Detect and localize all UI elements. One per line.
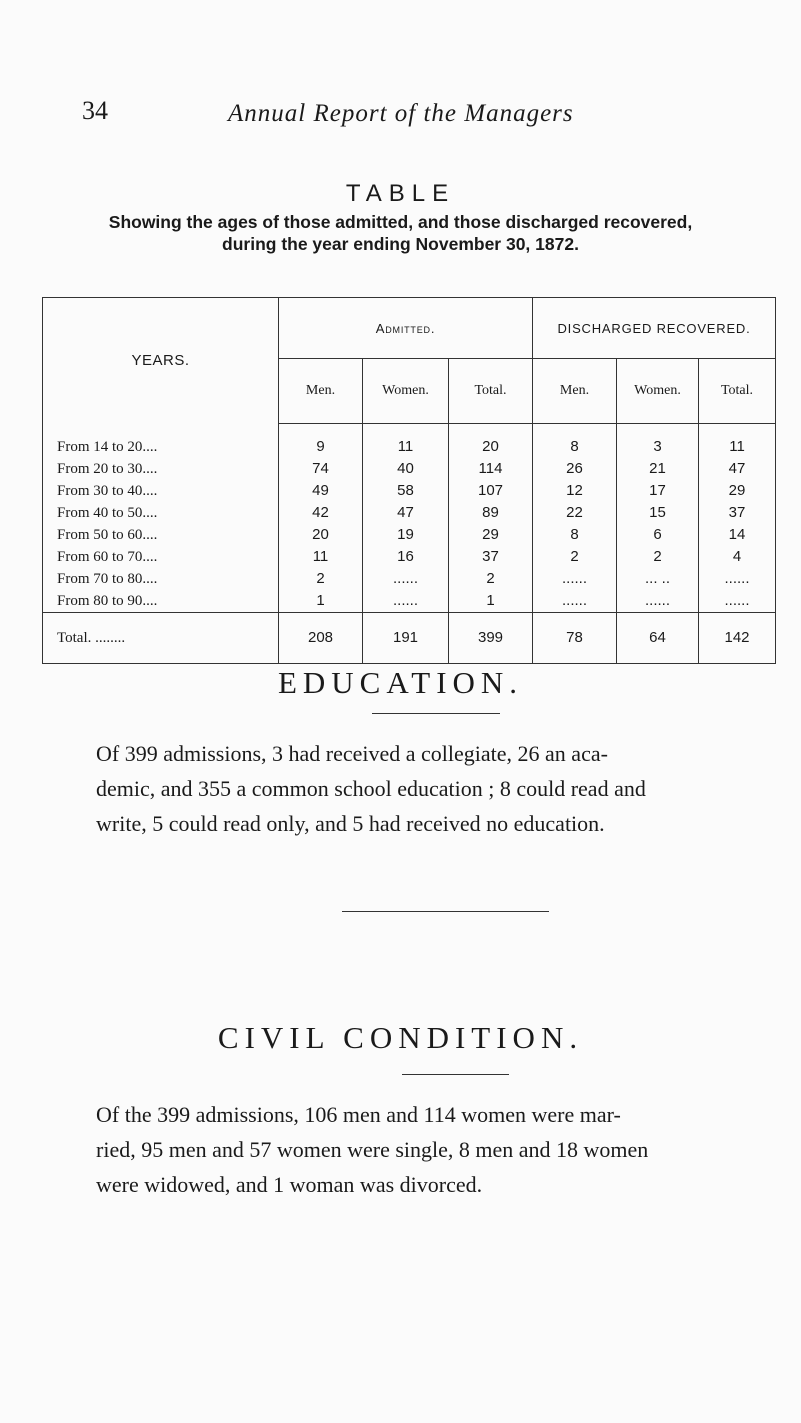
- table-cell: 9: [279, 424, 363, 459]
- table-cell: ......: [699, 590, 776, 613]
- years-header: YEARS.: [43, 298, 279, 424]
- table-cell: 11: [699, 424, 776, 459]
- table-cell: 16: [363, 546, 449, 568]
- table-cell: ... ..: [617, 568, 699, 590]
- table-cell: 15: [617, 502, 699, 524]
- table-row: [43, 480, 776, 502]
- table-row: [43, 424, 776, 459]
- civil-condition-title: CIVIL CONDITION.: [217, 1020, 584, 1055]
- admitted-header: Admitted.: [279, 298, 533, 359]
- table-row: [43, 568, 776, 590]
- table-cell: 37: [449, 546, 533, 568]
- table-cell: 58: [363, 480, 449, 502]
- table-row: [43, 524, 776, 546]
- table-row: [43, 590, 776, 613]
- table-caption-line-1: Showing the ages of those admitted, and those discharged recovered,: [108, 212, 693, 232]
- table-cell: 11: [363, 424, 449, 459]
- admitted-women-header: Women.: [363, 359, 449, 424]
- ages-table: [42, 297, 776, 664]
- table-cell: ......: [533, 590, 617, 613]
- table-cell: 2: [617, 546, 699, 568]
- civil-condition-paragraph: [96, 1097, 766, 1202]
- table-caption-line-2: during the year ending November 30, 1872.: [222, 234, 579, 254]
- table-cell: 49: [279, 480, 363, 502]
- table-cell: 107: [449, 480, 533, 502]
- education-title: EDUCATION.: [277, 665, 524, 700]
- civil-condition-line: were widowed, and 1 woman was divorced.: [96, 1172, 483, 1197]
- table-cell: 12: [533, 480, 617, 502]
- table-cell: 8: [533, 424, 617, 459]
- education-line: Of 399 admissions, 3 had received a collegiate, 26 an aca-: [96, 741, 608, 766]
- table-cell: 22: [533, 502, 617, 524]
- total-cell: 399: [449, 613, 533, 664]
- table-cell: 4: [699, 546, 776, 568]
- table-cell: 114: [449, 458, 533, 480]
- running-title: Annual Report of the Managers: [228, 100, 574, 127]
- discharged-total-header: Total.: [699, 359, 776, 424]
- page-number: 34: [82, 96, 108, 125]
- table-cell: 17: [617, 480, 699, 502]
- table-cell: ......: [533, 568, 617, 590]
- table-cell: 1: [449, 590, 533, 613]
- table-cell: 37: [699, 502, 776, 524]
- row-label: From 40 to 50....: [43, 502, 279, 524]
- table-cell: 74: [279, 458, 363, 480]
- table-cell: 42: [279, 502, 363, 524]
- table-cell: 11: [279, 546, 363, 568]
- table-cell: 20: [279, 524, 363, 546]
- table-cell: 2: [279, 568, 363, 590]
- table-cell: 47: [363, 502, 449, 524]
- section-divider: [342, 911, 549, 912]
- table-cell: 1: [279, 590, 363, 613]
- discharged-men-header: Men.: [533, 359, 617, 424]
- row-label: From 70 to 80....: [43, 568, 279, 590]
- table-row: [43, 546, 776, 568]
- total-cell: 142: [699, 613, 776, 664]
- row-label: From 30 to 40....: [43, 480, 279, 502]
- row-label: From 60 to 70....: [43, 546, 279, 568]
- table-cell: 2: [449, 568, 533, 590]
- total-cell: 191: [363, 613, 449, 664]
- table-cell: 26: [533, 458, 617, 480]
- admitted-men-header: Men.: [279, 359, 363, 424]
- education-line: write, 5 could read only, and 5 had received no education.: [96, 811, 605, 836]
- civil-condition-rule: [402, 1074, 509, 1075]
- table-heading: TABLE: [345, 180, 456, 207]
- table-cell: ......: [699, 568, 776, 590]
- table-cell: 29: [699, 480, 776, 502]
- admitted-total-header: Total.: [449, 359, 533, 424]
- education-rule: [372, 713, 500, 714]
- table-cell: 2: [533, 546, 617, 568]
- table-cell: 40: [363, 458, 449, 480]
- table-cell: ......: [617, 590, 699, 613]
- total-cell: 64: [617, 613, 699, 664]
- table-row: [43, 458, 776, 480]
- table-cell: 6: [617, 524, 699, 546]
- education-paragraph: [96, 736, 766, 841]
- civil-condition-line: ried, 95 men and 57 women were single, 8 men and 18 women: [96, 1137, 649, 1162]
- total-row: [43, 613, 776, 664]
- table-cell: ......: [363, 590, 449, 613]
- row-label: From 20 to 30....: [43, 458, 279, 480]
- table-cell: 8: [533, 524, 617, 546]
- table-cell: 14: [699, 524, 776, 546]
- total-cell: 78: [533, 613, 617, 664]
- discharged-women-header: Women.: [617, 359, 699, 424]
- education-line: demic, and 355 a common school education ; 8 could read and: [96, 776, 646, 801]
- table-row: [43, 502, 776, 524]
- total-label: Total. ........: [43, 613, 279, 664]
- table-cell: 3: [617, 424, 699, 459]
- table-cell: 21: [617, 458, 699, 480]
- civil-condition-line: Of the 399 admissions, 106 men and 114 women were mar-: [96, 1102, 621, 1127]
- table-cell: 20: [449, 424, 533, 459]
- row-label: From 80 to 90....: [43, 590, 279, 613]
- table-cell: 19: [363, 524, 449, 546]
- table-cell: 47: [699, 458, 776, 480]
- table-cell: 29: [449, 524, 533, 546]
- table-cell: ......: [363, 568, 449, 590]
- row-label: From 14 to 20....: [43, 424, 279, 459]
- total-cell: 208: [279, 613, 363, 664]
- discharged-recovered-header: DISCHARGED RECOVERED.: [533, 298, 776, 359]
- row-label: From 50 to 60....: [43, 524, 279, 546]
- table-cell: 89: [449, 502, 533, 524]
